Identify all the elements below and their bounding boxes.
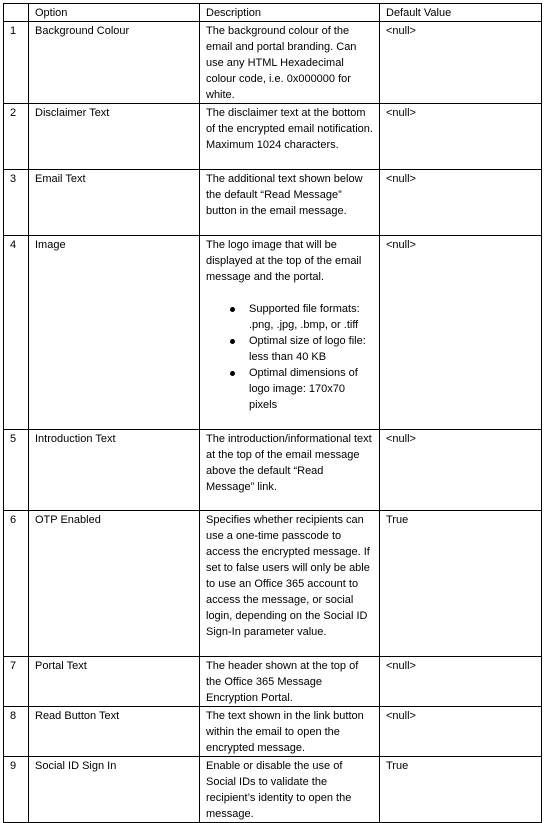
header-default-value: Default Value xyxy=(380,4,542,22)
option-name: OTP Enabled xyxy=(29,511,200,657)
default-value: <null> xyxy=(380,657,542,707)
header-description: Description xyxy=(200,4,380,22)
header-number xyxy=(4,4,29,22)
row-number: 7 xyxy=(4,657,29,707)
row-number: 2 xyxy=(4,104,29,170)
table-row xyxy=(4,430,542,511)
table-row xyxy=(4,511,542,657)
default-value: <null> xyxy=(380,430,542,511)
default-value: <null> xyxy=(380,104,542,170)
default-value: <null> xyxy=(380,22,542,104)
table-row xyxy=(4,236,542,430)
option-name: Background Colour xyxy=(29,22,200,104)
option-description: The logo image that will be displayed at the top of the email message and the portal. xyxy=(206,239,362,283)
option-description: The additional text shown below the default “Read Message” button in the email message. xyxy=(200,170,380,236)
row-number: 3 xyxy=(4,170,29,236)
option-description-cell xyxy=(200,236,380,430)
header-option: Option xyxy=(29,4,200,22)
option-name: Disclaimer Text xyxy=(29,104,200,170)
default-value: <null> xyxy=(380,236,542,430)
option-description: The header shown at the top of the Office 365 Message Encryption Portal. xyxy=(200,657,380,707)
row-number: 8 xyxy=(4,707,29,757)
table-row xyxy=(4,757,542,823)
option-name: Introduction Text xyxy=(29,430,200,511)
option-description: Enable or disable the use of Social IDs to validate the recipient’s identity to open the message. xyxy=(200,757,380,823)
row-number: 4 xyxy=(4,236,29,430)
option-description: The background colour of the email and portal branding. Can use any HTML Hexadecimal colour code, i.e. 0x000000 for white. xyxy=(200,22,380,104)
row-number: 1 xyxy=(4,22,29,104)
table-row xyxy=(4,657,542,707)
table-row xyxy=(4,170,542,236)
default-value: True xyxy=(380,511,542,657)
table-row xyxy=(4,104,542,170)
default-value: <null> xyxy=(380,707,542,757)
option-name: Read Button Text xyxy=(29,707,200,757)
table-header-row xyxy=(4,4,542,22)
bullet-item: Supported file formats: .png, .jpg, .bmp, or .tiff xyxy=(249,301,374,333)
row-number: 6 xyxy=(4,511,29,657)
default-value: <null> xyxy=(380,170,542,236)
row-number: 5 xyxy=(4,430,29,511)
option-description: The text shown in the link button within the email to open the encrypted message. xyxy=(200,707,380,757)
default-value: True xyxy=(380,757,542,823)
paragraph-spacer xyxy=(206,285,374,301)
option-name: Portal Text xyxy=(29,657,200,707)
table-row xyxy=(4,707,542,757)
option-description: The introduction/informational text at the top of the email message above the default “Read Message” link. xyxy=(200,430,380,511)
row-number: 9 xyxy=(4,757,29,823)
option-name: Social ID Sign In xyxy=(29,757,200,823)
table-row xyxy=(4,22,542,104)
bullet-item: Optimal size of logo file: less than 40 KB xyxy=(249,333,374,365)
option-description: Specifies whether recipients can use a one-time passcode to access the encrypted message. If set to false users will only be able to use an Office 365 account to access the message, or social login, depending on the Social ID Sign-In parameter value. xyxy=(200,511,380,657)
bullet-item: Optimal dimensions of logo image: 170x70 pixels xyxy=(249,365,374,413)
options-table xyxy=(3,3,542,823)
option-name: Image xyxy=(29,236,200,430)
option-name: Email Text xyxy=(29,170,200,236)
option-description: The disclaimer text at the bottom of the encrypted email notification. Maximum 1024 characters. xyxy=(200,104,380,170)
bullet-list xyxy=(206,301,374,413)
